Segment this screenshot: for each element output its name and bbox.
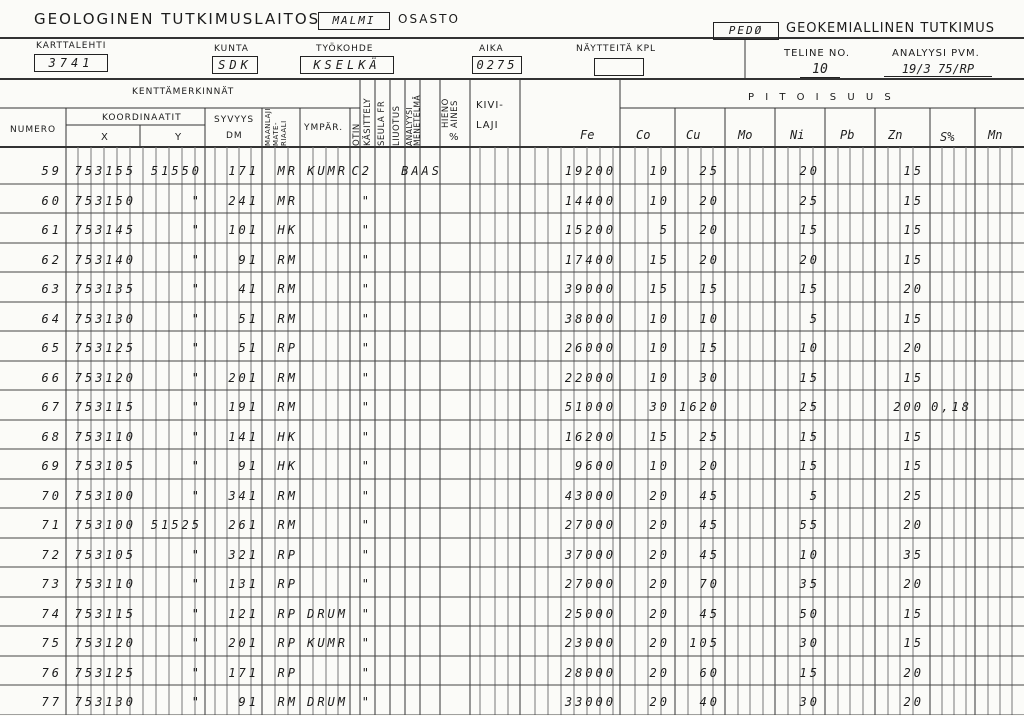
y-header: Y [175, 132, 183, 143]
mn-header: Mn [988, 128, 1003, 142]
cell-ni: 15 [799, 282, 820, 296]
cell-cu: 20 [699, 223, 720, 237]
cell-y: " [191, 341, 202, 355]
cell-x: 753130 [74, 312, 136, 326]
cell-number: 65 [41, 341, 62, 355]
table-row [0, 394, 1024, 421]
cell-zn: 15 [903, 459, 924, 473]
worksite-value: KSELKÄ [300, 56, 394, 74]
cell-co: 20 [649, 695, 670, 709]
cell-ni: 25 [799, 194, 820, 208]
cell-cu: 15 [699, 341, 720, 355]
cell-number: 75 [41, 636, 62, 650]
table-row [0, 689, 1024, 716]
cell-soil: RP [277, 607, 298, 621]
cell-number: 68 [41, 430, 62, 444]
department-label: OSASTO [398, 12, 460, 26]
cell-cu: 20 [699, 459, 720, 473]
cell-co: 10 [649, 459, 670, 473]
cell-surroundings: DRUM [307, 607, 348, 621]
cell-depth: 241 [228, 194, 259, 208]
cell-y: " [191, 371, 202, 385]
cell-otin: " [361, 459, 372, 473]
cell-zn: 15 [903, 253, 924, 267]
cell-cu: 45 [699, 489, 720, 503]
cell-depth: 261 [228, 518, 259, 532]
cell-otin: " [361, 695, 372, 709]
cell-soil: MR [277, 164, 298, 178]
cell-y: " [191, 194, 202, 208]
cell-fe: 27000 [564, 518, 616, 532]
cell-x: 753140 [74, 253, 136, 267]
cell-otin: " [361, 518, 372, 532]
cell-cu: 45 [699, 607, 720, 621]
cell-x: 753110 [74, 430, 136, 444]
cell-ni: 5 [809, 489, 820, 503]
cell-zn: 35 [903, 548, 924, 562]
cell-otin: " [361, 312, 372, 326]
cell-ni: 15 [799, 223, 820, 237]
institute-title: GEOLOGINEN TUTKIMUSLAITOS [34, 10, 321, 28]
cell-ni: 55 [799, 518, 820, 532]
cell-depth: 201 [228, 636, 259, 650]
cell-soil: RP [277, 666, 298, 680]
table-row [0, 453, 1024, 480]
cell-co: 20 [649, 666, 670, 680]
cell-x: 753115 [74, 607, 136, 621]
cell-zn: 20 [903, 666, 924, 680]
field-records-header: KENTTÄMERKINNÄT [132, 87, 235, 97]
cell-number: 74 [41, 607, 62, 621]
cell-fe: 51000 [564, 400, 616, 414]
cell-depth: 141 [228, 430, 259, 444]
cell-ni: 20 [799, 253, 820, 267]
cell-fe: 25000 [564, 607, 616, 621]
cell-cu: 10 [699, 312, 720, 326]
municipality-value: SDK [212, 56, 258, 74]
leaching-header: LIUOTUS [392, 105, 402, 146]
percent-header: % [449, 132, 460, 143]
cell-co: 20 [649, 518, 670, 532]
s-header: S% [940, 130, 955, 144]
cell-co: 20 [649, 577, 670, 591]
cell-y: " [191, 312, 202, 326]
cell-fe: 9600 [575, 459, 616, 473]
table-row [0, 217, 1024, 244]
table-row [0, 306, 1024, 333]
cell-cu: 30 [699, 371, 720, 385]
cell-y: " [191, 223, 202, 237]
cell-fe: 14400 [564, 194, 616, 208]
time-label: AIKA [479, 44, 504, 54]
cell-otin: " [361, 223, 372, 237]
cell-soil: RP [277, 548, 298, 562]
cell-cu: 15 [699, 282, 720, 296]
cell-soil: RM [277, 312, 298, 326]
study-title: GEOKEMIALLINEN TUTKIMUS [786, 21, 996, 36]
cell-co: 30 [649, 400, 670, 414]
cell-cu: 105 [689, 636, 720, 650]
cell-x: 753100 [74, 489, 136, 503]
cell-soil: RM [277, 282, 298, 296]
cell-depth: 171 [228, 666, 259, 680]
cell-depth: 101 [228, 223, 259, 237]
study-box: PEDØ [713, 22, 779, 40]
cell-zn: 15 [903, 430, 924, 444]
cell-soil: RM [277, 400, 298, 414]
otin-header: OTIN [352, 123, 362, 146]
table-row [0, 542, 1024, 569]
cell-y: 51550 [150, 164, 202, 178]
cell-zn: 20 [903, 518, 924, 532]
cell-x: 753100 [74, 518, 136, 532]
cell-fe: 37000 [564, 548, 616, 562]
cell-number: 61 [41, 223, 62, 237]
table-row [0, 630, 1024, 657]
cell-depth: 341 [228, 489, 259, 503]
cell-depth: 41 [238, 282, 259, 296]
cell-surroundings: KUMR [307, 164, 348, 178]
cell-x: 753125 [74, 341, 136, 355]
cell-zn: 15 [903, 636, 924, 650]
cell-depth: 171 [228, 164, 259, 178]
cell-ni: 15 [799, 371, 820, 385]
analysis-method-header: ANALYYSI MENETELMÄ [405, 94, 422, 146]
cell-cu: 60 [699, 666, 720, 680]
surroundings-header: YMPÄR. [304, 123, 344, 133]
cell-fe: 16200 [564, 430, 616, 444]
cell-ni: 5 [809, 312, 820, 326]
cell-zn: 25 [903, 489, 924, 503]
cell-otin: " [361, 341, 372, 355]
cell-soil: RM [277, 489, 298, 503]
cell-ni: 25 [799, 400, 820, 414]
cell-x: 753125 [74, 666, 136, 680]
soil-material-header: MAANLAJI MATE- RIAALI [264, 107, 288, 146]
table-row [0, 601, 1024, 628]
cell-depth: 191 [228, 400, 259, 414]
cell-zn: 15 [903, 223, 924, 237]
cell-depth: 91 [238, 253, 259, 267]
cell-depth: 91 [238, 695, 259, 709]
cell-co: 20 [649, 548, 670, 562]
cell-x: 753120 [74, 371, 136, 385]
cell-y: " [191, 430, 202, 444]
cell-number: 64 [41, 312, 62, 326]
cell-x: 753120 [74, 636, 136, 650]
cell-otin: " [361, 194, 372, 208]
coordinates-header: KOORDINAATIT [102, 113, 182, 123]
cell-x: 753105 [74, 548, 136, 562]
table-row [0, 660, 1024, 687]
cell-x: 753145 [74, 223, 136, 237]
cell-y: " [191, 282, 202, 296]
cell-y: " [191, 577, 202, 591]
cell-ni: 30 [799, 636, 820, 650]
cell-fe: 43000 [564, 489, 616, 503]
table-row [0, 188, 1024, 215]
cell-ni: 15 [799, 459, 820, 473]
cell-ni: 15 [799, 430, 820, 444]
table-row [0, 365, 1024, 392]
cell-y: " [191, 636, 202, 650]
cell-zn: 20 [903, 577, 924, 591]
cell-co: 15 [649, 430, 670, 444]
cell-co: 10 [649, 371, 670, 385]
cell-soil: RM [277, 518, 298, 532]
cell-cu: 25 [699, 164, 720, 178]
cu-header: Cu [686, 128, 701, 142]
worksite-label: TYÖKOHDE [316, 44, 374, 54]
map-sheet-label: KARTTALEHTI [36, 41, 107, 51]
table-row [0, 571, 1024, 598]
cell-cu: 45 [699, 518, 720, 532]
x-header: X [101, 132, 109, 143]
cell-cu: 25 [699, 430, 720, 444]
cell-x: 753115 [74, 400, 136, 414]
cell-depth: 131 [228, 577, 259, 591]
cell-co: 20 [649, 489, 670, 503]
cell-fe: 27000 [564, 577, 616, 591]
fine-matter-header: HIENO AINES [441, 98, 460, 128]
cell-ni: 15 [799, 666, 820, 680]
rack-label: TELINE NO. [784, 48, 851, 59]
samples-box [594, 58, 644, 76]
cell-x: 753110 [74, 577, 136, 591]
cell-zn: 15 [903, 164, 924, 178]
cell-y: " [191, 400, 202, 414]
time-value: 0275 [472, 56, 522, 74]
cell-number: 76 [41, 666, 62, 680]
cell-ni: 30 [799, 695, 820, 709]
cell-ni: 50 [799, 607, 820, 621]
analysis-date-label: ANALYYSI PVM. [892, 48, 980, 59]
number-header: NUMERO [10, 125, 57, 135]
cell-cu: 20 [699, 253, 720, 267]
contents-header: P I T O I S U U S [748, 92, 895, 103]
depth-unit: DM [226, 131, 243, 141]
cell-depth: 51 [238, 341, 259, 355]
cell-otin: " [361, 253, 372, 267]
cell-surroundings: KUMR [307, 636, 348, 650]
cell-x: 753130 [74, 695, 136, 709]
map-sheet-value: 3741 [34, 54, 108, 72]
cell-cu: 20 [699, 194, 720, 208]
cell-zn: 20 [903, 695, 924, 709]
cell-depth: 201 [228, 371, 259, 385]
cell-x: 753105 [74, 459, 136, 473]
processed-header: KÄSITTELY [363, 97, 373, 146]
cell-fe: 22000 [564, 371, 616, 385]
cell-soil: HK [277, 459, 298, 473]
table-row [0, 512, 1024, 539]
depth-header: SYVYYS [214, 115, 255, 125]
cell-x: 753150 [74, 194, 136, 208]
cell-number: 72 [41, 548, 62, 562]
cell-cu: 40 [699, 695, 720, 709]
cell-ni: 10 [799, 548, 820, 562]
cell-otin: " [361, 282, 372, 296]
cell-otin: " [361, 489, 372, 503]
samples-label: NÄYTTEITÄ KPL [576, 44, 657, 54]
cell-co: 20 [649, 636, 670, 650]
cell-zn: 15 [903, 194, 924, 208]
cell-fe: 23000 [564, 636, 616, 650]
cell-y: " [191, 548, 202, 562]
cell-zn: 200 [893, 400, 924, 414]
cell-co: 10 [649, 194, 670, 208]
cell-zn: 15 [903, 607, 924, 621]
cell-number: 63 [41, 282, 62, 296]
cell-y: " [191, 695, 202, 709]
cell-method: BAAS [401, 164, 442, 178]
cell-otin: " [361, 577, 372, 591]
cell-zn: 20 [903, 341, 924, 355]
cell-co: 10 [649, 164, 670, 178]
cell-zn: 15 [903, 312, 924, 326]
cell-otin: " [361, 430, 372, 444]
cell-zn: 20 [903, 282, 924, 296]
cell-soil: RM [277, 371, 298, 385]
cell-depth: 51 [238, 312, 259, 326]
table-row [0, 247, 1024, 274]
cell-number: 73 [41, 577, 62, 591]
cell-number: 70 [41, 489, 62, 503]
cell-x: 753135 [74, 282, 136, 296]
cell-soil: HK [277, 223, 298, 237]
analysis-date-value: 19/3 75/RP [884, 62, 992, 77]
cell-fe: 28000 [564, 666, 616, 680]
cell-fe: 38000 [564, 312, 616, 326]
cell-otin: " [361, 607, 372, 621]
cell-y: " [191, 489, 202, 503]
cell-fe: 33000 [564, 695, 616, 709]
cell-soil: HK [277, 430, 298, 444]
table-row [0, 335, 1024, 362]
cell-co: 20 [649, 607, 670, 621]
cell-soil: RM [277, 253, 298, 267]
cell-x: 753155 [74, 164, 136, 178]
cell-fe: 19200 [564, 164, 616, 178]
cell-otin: " [361, 371, 372, 385]
cell-cu: 45 [699, 548, 720, 562]
cell-co: 15 [649, 282, 670, 296]
cell-otin: " [361, 636, 372, 650]
cell-number: 69 [41, 459, 62, 473]
cell-number: 67 [41, 400, 62, 414]
rock-type-header: KIVI- LAJI [476, 100, 504, 131]
cell-number: 66 [41, 371, 62, 385]
cell-soil: RP [277, 341, 298, 355]
cell-y: 51525 [150, 518, 202, 532]
cell-co: 10 [649, 341, 670, 355]
cell-otin: C2 [351, 164, 372, 178]
cell-number: 71 [41, 518, 62, 532]
cell-fe: 17400 [564, 253, 616, 267]
cell-otin: " [361, 400, 372, 414]
cell-y: " [191, 607, 202, 621]
cell-fe: 39000 [564, 282, 616, 296]
sieve-header: SEULA FR [377, 100, 387, 146]
zn-header: Zn [888, 128, 903, 142]
cell-cu: 1620 [679, 400, 720, 414]
cell-cu: 70 [699, 577, 720, 591]
cell-soil: MR [277, 194, 298, 208]
table-row [0, 483, 1024, 510]
cell-otin: " [361, 666, 372, 680]
cell-soil: RP [277, 577, 298, 591]
cell-co: 15 [649, 253, 670, 267]
cell-depth: 121 [228, 607, 259, 621]
pb-header: Pb [840, 128, 855, 142]
cell-s: 0,18 [931, 400, 972, 414]
cell-number: 60 [41, 194, 62, 208]
rack-value: 10 [800, 62, 840, 78]
municipality-label: KUNTA [214, 44, 249, 54]
cell-fe: 15200 [564, 223, 616, 237]
cell-ni: 20 [799, 164, 820, 178]
cell-ni: 10 [799, 341, 820, 355]
cell-soil: RP [277, 636, 298, 650]
cell-y: " [191, 253, 202, 267]
cell-depth: 321 [228, 548, 259, 562]
cell-ni: 35 [799, 577, 820, 591]
cell-number: 77 [41, 695, 62, 709]
cell-soil: RM [277, 695, 298, 709]
cell-co: 5 [659, 223, 670, 237]
cell-co: 10 [649, 312, 670, 326]
cell-y: " [191, 459, 202, 473]
cell-depth: 91 [238, 459, 259, 473]
co-header: Co [636, 128, 651, 142]
table-row [0, 424, 1024, 451]
cell-y: " [191, 666, 202, 680]
cell-surroundings: DRUM [307, 695, 348, 709]
table-row [0, 276, 1024, 303]
cell-number: 59 [41, 164, 62, 178]
table-row [0, 158, 1024, 185]
cell-fe: 26000 [564, 341, 616, 355]
ni-header: Ni [790, 128, 805, 142]
mo-header: Mo [738, 128, 753, 142]
fe-header: Fe [580, 128, 595, 142]
cell-number: 62 [41, 253, 62, 267]
cell-zn: 15 [903, 371, 924, 385]
department-box: MALMI [318, 12, 390, 30]
cell-otin: " [361, 548, 372, 562]
